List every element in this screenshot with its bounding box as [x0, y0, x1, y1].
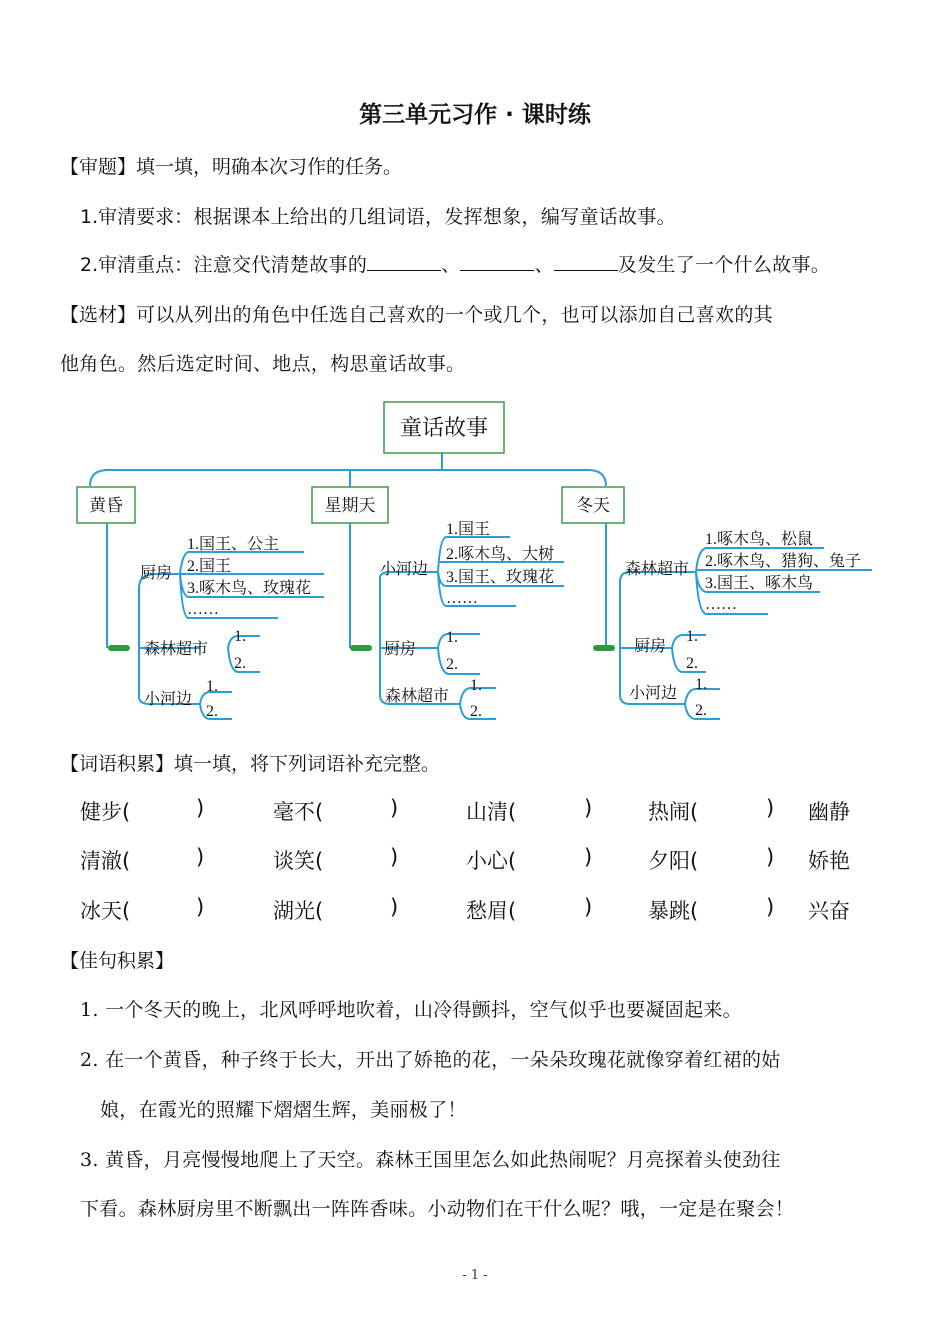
fill-blank-3[interactable]	[554, 252, 618, 271]
branch2-place-2: 厨房	[384, 641, 417, 658]
vocab-r1c1-close: )	[196, 796, 205, 820]
root-node	[384, 402, 504, 453]
branch3-item-3: 3.国王、啄木鸟	[705, 575, 814, 592]
time-node-3-label: 冬天	[576, 496, 610, 515]
material-section	[60, 300, 773, 327]
branch2-sub-3: 1.	[470, 677, 482, 694]
page-number: - 1 -	[462, 1268, 488, 1283]
vocab-r2c4-close: )	[766, 845, 775, 869]
vocab-r3c1[interactable]: 冰天(	[80, 899, 131, 923]
time-node-3	[562, 487, 624, 523]
vocab-intro: 填一填，将下列词语补充完整。	[174, 753, 441, 775]
fill-blank-1[interactable]	[367, 252, 441, 271]
vocab-r3c4[interactable]: 暴跳(	[648, 899, 699, 923]
vocab-r2c3-close: )	[584, 845, 593, 869]
branch1-sub-1: 1.	[234, 628, 246, 645]
sentences-tag: 【佳句积累】	[60, 950, 175, 972]
branch3-sub-2: 2.	[686, 655, 698, 672]
blank-sep-1: 、	[441, 254, 461, 276]
sentence-2-line2: 娘，在霞光的照耀下熠熠生辉，美丽极了！	[100, 1099, 467, 1121]
review-item-2	[80, 250, 830, 277]
branch1-sub-3: 1.	[206, 678, 218, 695]
vocab-r1c3[interactable]: 山清(	[466, 800, 517, 824]
root-node-label: 童话故事	[399, 415, 489, 440]
vocab-tag: 【词语积累】	[60, 753, 175, 775]
page-title: 第三单元习作 · 课时练	[359, 102, 591, 128]
vocab-r1c3-close: )	[584, 796, 593, 820]
vocab-r1c1[interactable]: 健步(	[80, 800, 131, 824]
vocab-section	[60, 749, 440, 776]
branch1-item-1: 1.国王、公主	[187, 536, 280, 553]
branch1-item-2: 2.国王	[187, 558, 232, 575]
review-item2-prefix: ：注意交代清楚故事的	[174, 254, 368, 276]
branch2-item-4: ……	[446, 590, 478, 607]
branch2-item-2: 2.啄木鸟、大树	[446, 546, 555, 563]
branch3-item-2: 2.啄木鸟、猎狗、兔子	[705, 553, 862, 570]
branch2-sub-2: 2.	[446, 656, 458, 673]
branch2-connector	[350, 645, 372, 651]
branch1-place-3: 小河边	[144, 691, 193, 708]
blank-sep-2: 、	[534, 254, 554, 276]
vocab-r1c2[interactable]: 毫不(	[273, 800, 324, 824]
branch2-sub-4: 2.	[470, 703, 482, 720]
branch3-place-3: 小河边	[629, 685, 678, 702]
vocab-r3c4-close: )	[766, 895, 775, 919]
vocab-r3c1-close: )	[196, 895, 205, 919]
review-item1-text: ：根据课本上给出的几组词语，发挥想象，编写童话故事。	[174, 206, 676, 228]
branch1-sub-4: 2.	[206, 703, 218, 720]
vocab-r2c2[interactable]: 谈笑(	[273, 849, 324, 873]
branch3-sub-4: 2.	[695, 702, 707, 719]
review-item2-label: 2.审清重点	[80, 254, 175, 276]
branch2-place-1: 小河边	[380, 561, 429, 578]
branch1-place-1: 厨房	[140, 565, 173, 582]
sentence-2-line1: 2. 在一个黄昏，种子终于长大，开出了娇艳的花，一朵朵玫瑰花就像穿着红裙的姑	[80, 1049, 781, 1071]
review-intro: 填一填，明确本次习作的任务。	[136, 156, 403, 178]
branch1-connector	[108, 645, 130, 651]
material-tag: 【选材】	[60, 304, 137, 326]
vocab-r3c2[interactable]: 湖光(	[273, 899, 324, 923]
branch3-place-1: 森林超市	[625, 561, 690, 578]
review-tag: 【审题】	[60, 156, 137, 178]
vocab-r3c3[interactable]: 愁眉(	[466, 899, 517, 923]
review-item-1	[80, 202, 676, 229]
branch3-sub-3: 1.	[695, 676, 707, 693]
time-node-2-label: 星期天	[324, 496, 376, 515]
time-node-1	[77, 487, 135, 523]
review-item1-label: 1.审清要求	[80, 206, 175, 228]
vocab-r2c1-close: )	[196, 845, 205, 869]
branch2-item-1: 1.国王	[446, 521, 491, 538]
vocab-r3c2-close: )	[390, 895, 399, 919]
branch1-sub-2: 2.	[234, 655, 246, 672]
fill-blank-2[interactable]	[460, 252, 534, 271]
vocab-r2c1[interactable]: 清澈(	[80, 849, 131, 873]
branch2-place-3: 森林超市	[385, 688, 450, 705]
vocab-r1c2-close: )	[390, 796, 399, 820]
vocab-r2c3[interactable]: 小心(	[466, 849, 517, 873]
vocab-r1c4-close: )	[766, 796, 775, 820]
vocab-r1c5: 幽静	[808, 800, 850, 824]
branch3-item-4: ……	[705, 596, 737, 613]
vocab-r1c4[interactable]: 热闹(	[648, 800, 699, 824]
vocab-r3c3-close: )	[584, 895, 593, 919]
review-item2-suffix: 及发生了一个什么故事。	[617, 254, 831, 276]
branch1-place-2: 森林超市	[144, 641, 209, 658]
time-node-1-label: 黄昏	[89, 496, 123, 515]
branch1-item-3: 3.啄木鸟、玫瑰花	[187, 580, 312, 597]
vocab-r3c5: 兴奋	[808, 899, 850, 923]
branch3-connector	[593, 645, 615, 651]
sentence-3-line1: 3. 黄昏，月亮慢慢地爬上了天空。森林王国里怎么如此热闹呢？月亮探着头使劲往	[80, 1149, 781, 1171]
time-node-2	[312, 487, 388, 523]
material-line1: 可以从列出的角色中任选自己喜欢的一个或几个，也可以添加自己喜欢的其	[136, 304, 773, 326]
branch2-item-3: 3.国王、玫瑰花	[446, 569, 555, 586]
sentence-1: 1. 一个冬天的晚上，北风呼呼地吹着，山冷得颤抖，空气似乎也要凝固起来。	[80, 999, 742, 1021]
review-section	[60, 152, 402, 179]
branch3-item-1: 1.啄木鸟、松鼠	[705, 531, 814, 548]
branch3-sub-1: 1.	[686, 628, 698, 645]
branch1-item-4: ……	[187, 601, 219, 618]
vocab-r2c2-close: )	[390, 845, 399, 869]
branch2-sub-1: 1.	[446, 629, 458, 646]
sentence-3-line2: 下看。森林厨房里不断飘出一阵阵香味。小动物们在干什么呢？哦，一定是在聚会！	[80, 1198, 795, 1220]
branch3-place-2: 厨房	[634, 638, 667, 655]
vocab-r2c4[interactable]: 夕阳(	[648, 849, 699, 873]
material-line2: 他角色。然后选定时间、地点，构思童话故事。	[60, 353, 466, 375]
vocab-r2c5: 娇艳	[808, 849, 850, 873]
story-mindmap	[60, 392, 890, 732]
